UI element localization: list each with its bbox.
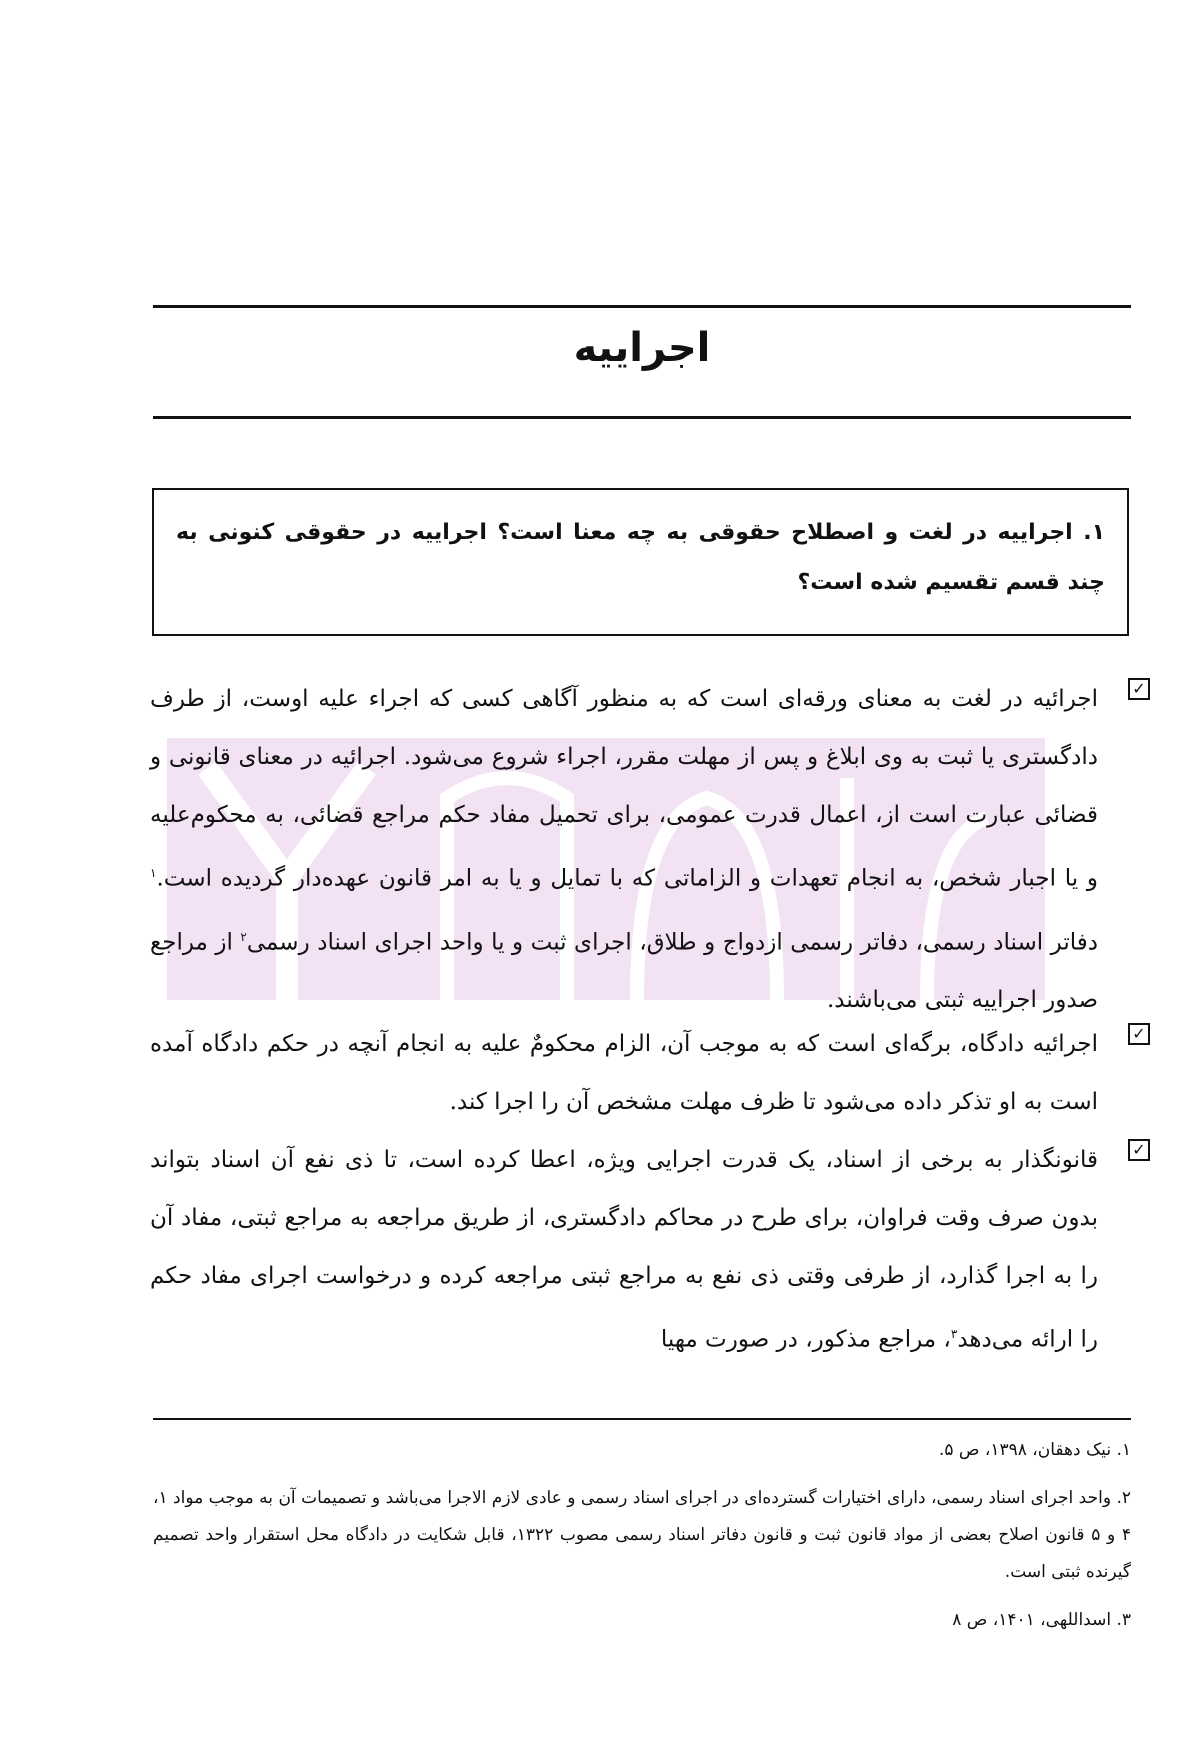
answer-item-1 xyxy=(150,670,1150,1029)
answer-item-3 xyxy=(150,1131,1150,1369)
footnote-1: ۱. نیک دهقان، ۱۳۹۸، ص ۵. xyxy=(938,1440,1131,1460)
answer-text-part: اجرائیه در لغت به معنای ورقه‌ای است که به منظور آگاهی کسی که اجراء علیه اوست، از طرف دادگستری یا ثبت به وی ابلاغ و پس از مهلت مقرر، اجراء شروع می‌شود. اجرائیه در معنای قانونی و قضائی عبارت است از، اعمال قدرت عمومی، برای تحمیل مفاد حکم مراجع قضائی، به محکوم‌علیه و یا اجبار شخص، به انجام تعهدات و الزاماتی که با تمایل و یا به امر قانون عهده‌دار گردیده است. xyxy=(150,686,1098,892)
answer-text: اجرائیه دادگاه، برگه‌ای است که به موجب آن، الزام محکومٌ علیه به انجام آنچه در حکم دادگاه آمده است به او تذکر داده می‌شود تا ظرف مهلت مشخص آن را اجرا کند. xyxy=(150,1031,1098,1115)
answer-text-part: قانونگذار به برخی از اسناد، یک قدرت اجرایی ویژه، اعطا کرده است، تا ذی نفع آن اسناد بتواند بدون صرف وقت فراوان، برای طرح در محاکم دادگستری، از طریق مراجعه به مراجع ثبتی، مفاد آن را به اجرا گذارد، از طرفی وقتی ذی نفع به مراجع ثبتی مراجعه کرده و درخواست اجرای مفاد حکم را ارائه می‌دهد xyxy=(150,1147,1098,1353)
footnote-3: ۳. اسداللهی، ۱۴۰۱، ص ۸ xyxy=(952,1610,1131,1630)
title-bottom-rule xyxy=(153,416,1131,419)
chapter-title: اجراییه xyxy=(573,325,711,371)
answer-text-part: دفاتر اسناد رسمی، دفاتر رسمی ازدواج و طلاق، اجرای ثبت و یا واحد اجرای اسناد رسمی xyxy=(246,929,1098,956)
checkbox-checked-icon: ✓ xyxy=(1128,678,1150,700)
title-top-rule xyxy=(153,305,1131,308)
footnote-ref: ۲ xyxy=(240,929,247,944)
answer-text-part: ، مراجع مذکور، در صورت مهیا xyxy=(660,1326,951,1353)
footnote-2: ۲. واحد اجرای اسناد رسمی، دارای اختیارات گسترده‌ای در اجرای اسناد رسمی و عادی لازم الاجرا می‌باشد و تصمیمات آن به موجب مواد ۱، ۴ و ۵ قانون اصلاح بعضی از مواد قانون ثبت و قانون دفاتر اسناد رسمی مصوب ۱۳۲۲، قابل شکایت در دادگاه محل استقرار واحد تصمیم گیرنده ثبتی است. xyxy=(153,1488,1131,1582)
question-text: ۱. اجراییه در لغت و اصطلاح حقوقی به چه معنا است؟ اجراییه در حقوقی کنونی به چند قسم تقسیم شده است؟ xyxy=(176,520,1105,595)
checkbox-checked-icon: ✓ xyxy=(1128,1023,1150,1045)
question-box xyxy=(152,488,1129,636)
answer-text xyxy=(150,1131,1098,1369)
answer-item-2 xyxy=(150,1015,1150,1131)
answer-text-part: از مراجع صدور اجراییه ثبتی می‌باشند. xyxy=(150,929,1098,1014)
footnote-divider xyxy=(153,1418,1131,1420)
answer-text xyxy=(150,670,1098,1029)
footnote-ref: ۳ xyxy=(950,1327,958,1341)
footnote-ref: ۱ xyxy=(150,866,157,880)
checkbox-checked-icon: ✓ xyxy=(1128,1139,1150,1161)
